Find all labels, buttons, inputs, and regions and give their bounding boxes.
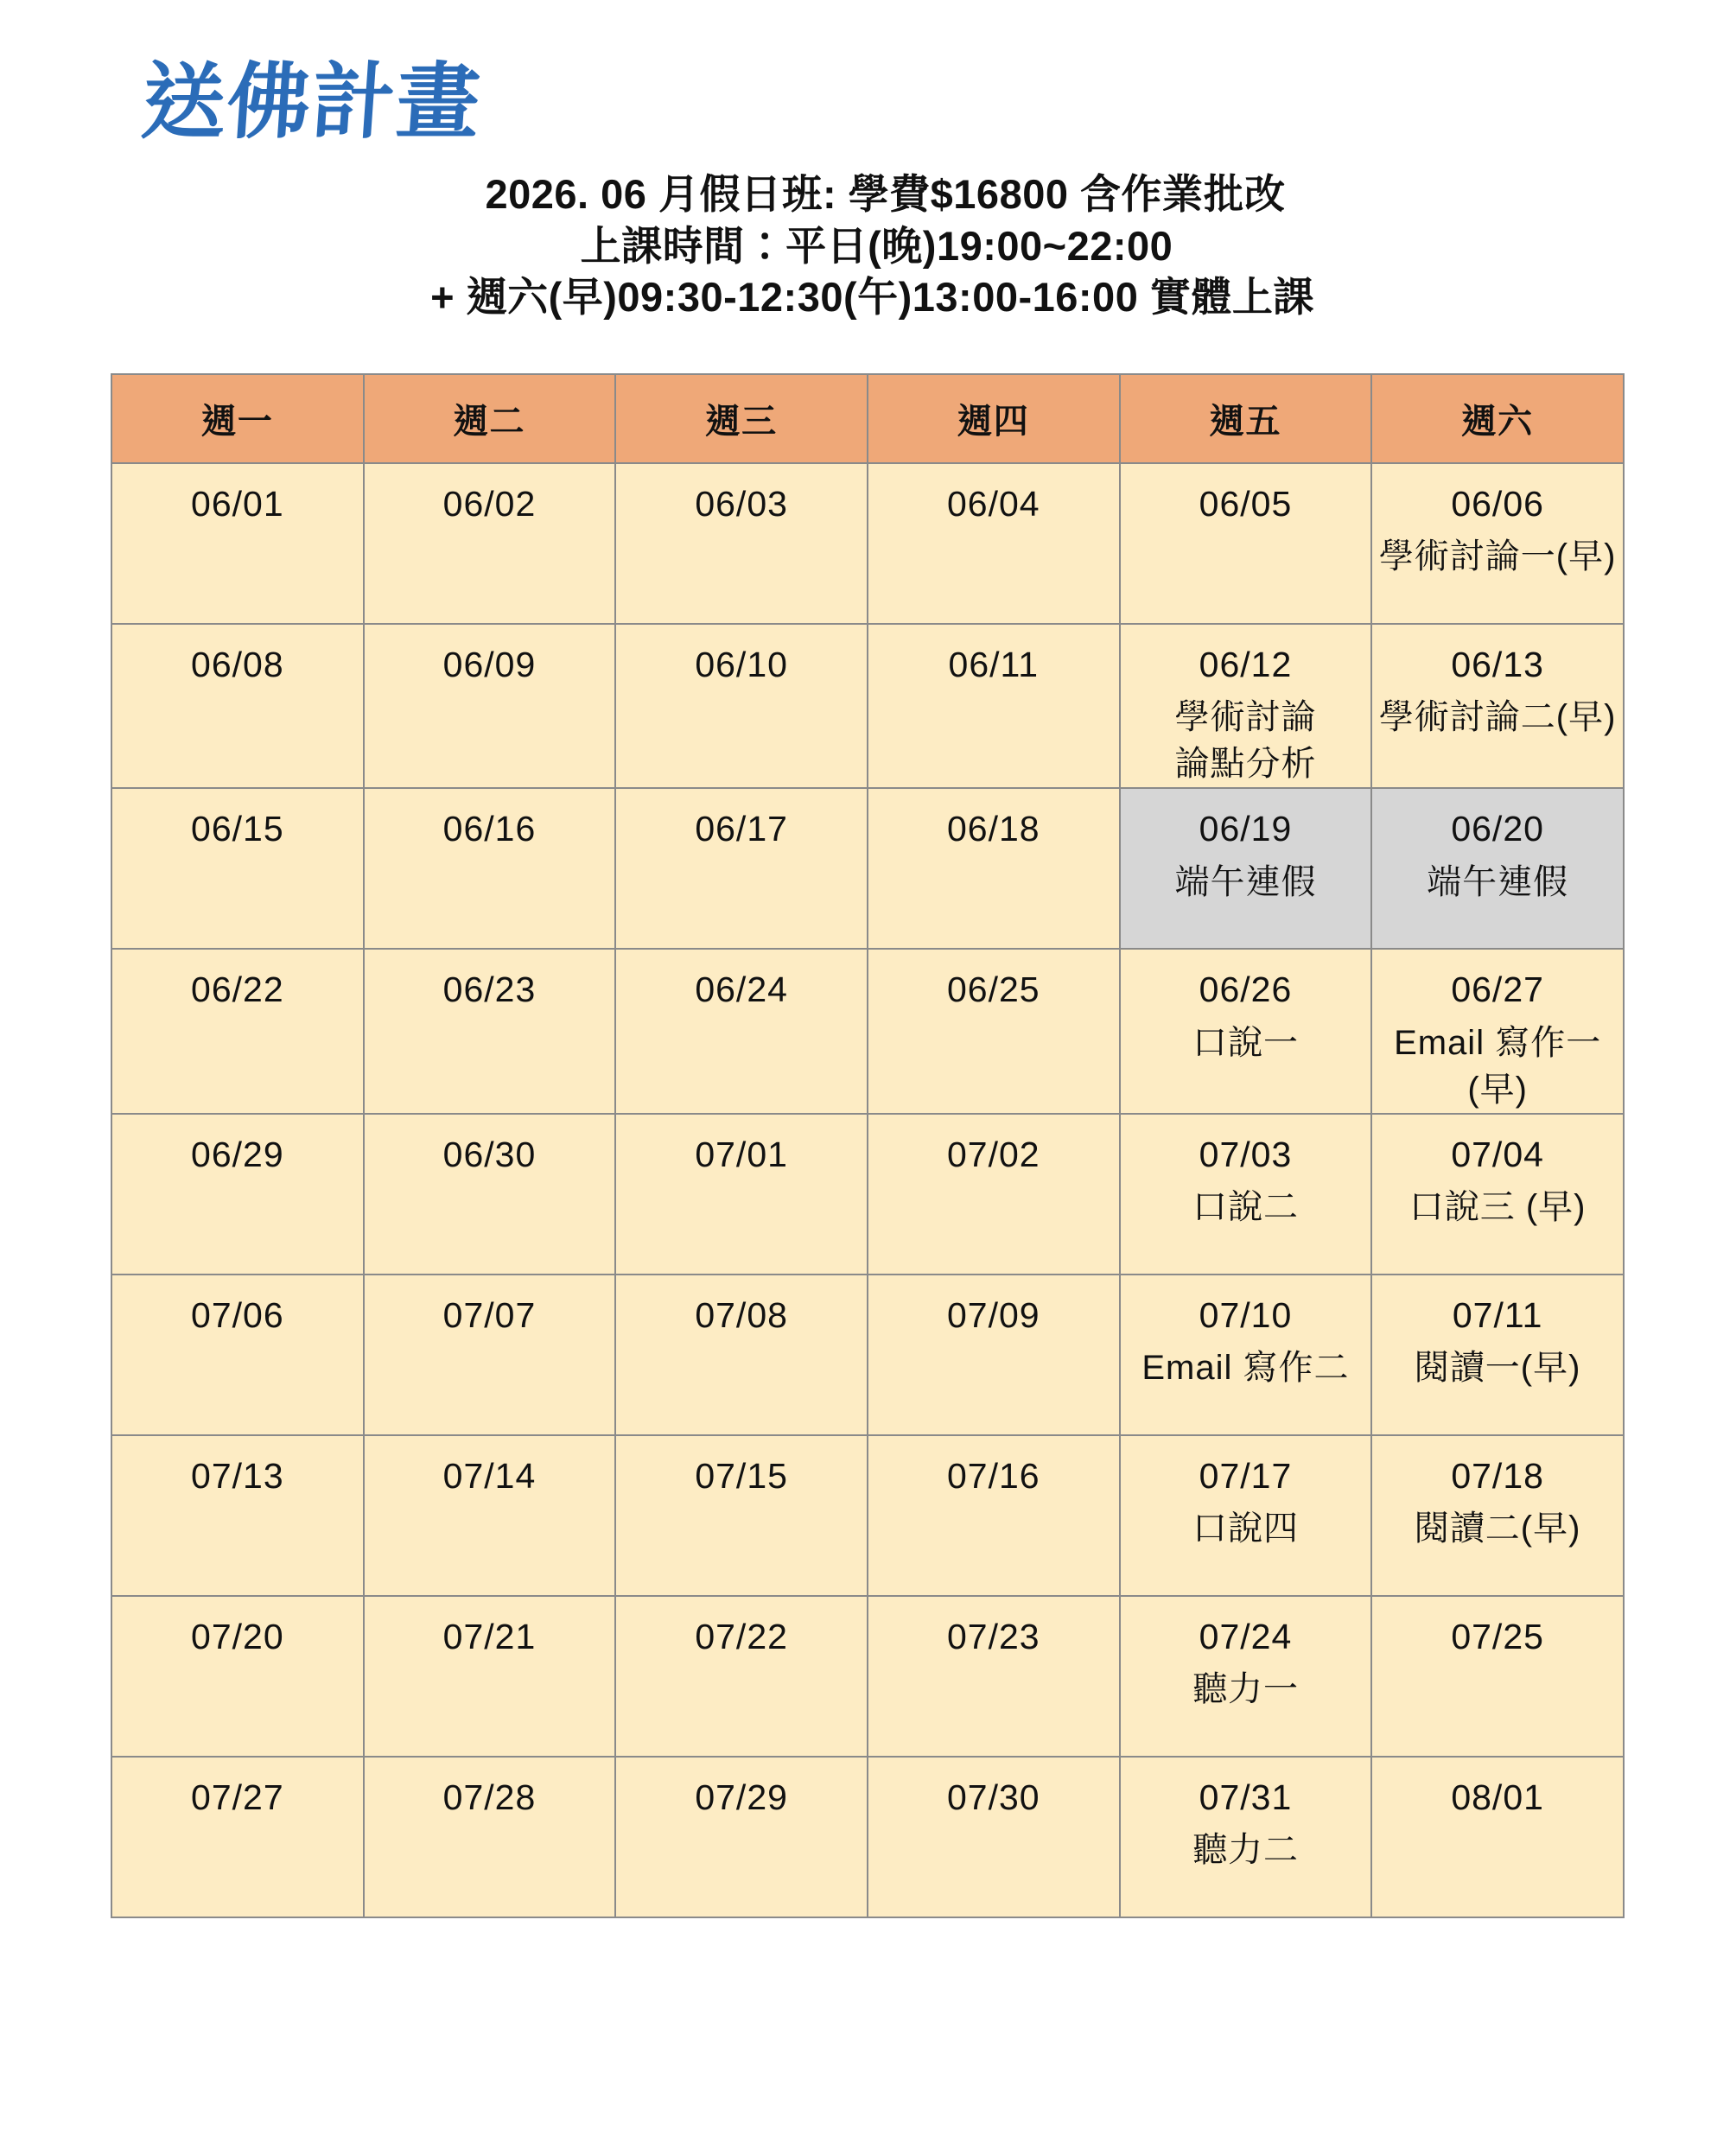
cell-date: 07/22 xyxy=(695,1616,788,1656)
cell-note-line: 論點分析 xyxy=(1174,745,1317,784)
cell-date: 07/28 xyxy=(442,1777,537,1817)
cell-date: 07/27 xyxy=(191,1777,284,1817)
cell-note-line: 端午連假 xyxy=(1427,862,1569,901)
calendar-cell xyxy=(1120,624,1372,788)
cell-date: 07/16 xyxy=(946,1455,1040,1496)
cell-note xyxy=(1377,694,1618,741)
schedule-table xyxy=(111,373,1625,1918)
cell-date: 07/31 xyxy=(1199,1777,1293,1817)
cell-date: 07/13 xyxy=(191,1455,284,1496)
cell-date: 07/01 xyxy=(695,1134,788,1174)
calendar-cell xyxy=(1371,1757,1624,1917)
calendar-cell xyxy=(615,1596,868,1757)
calendar-cell xyxy=(111,1596,364,1757)
cell-date: 08/01 xyxy=(1451,1777,1544,1817)
cell-note xyxy=(1377,1184,1618,1230)
cell-note-line: 口說一 xyxy=(1192,1023,1299,1062)
cell-note xyxy=(1126,1344,1366,1391)
calendar-cell xyxy=(364,1275,616,1435)
calendar-cell xyxy=(1371,949,1624,1113)
cell-date: 07/14 xyxy=(442,1455,537,1496)
calendar-cell xyxy=(868,949,1120,1113)
calendar-cell xyxy=(868,788,1120,949)
cell-date: 06/27 xyxy=(1451,969,1544,1010)
cell-date: 06/12 xyxy=(1199,645,1293,684)
table-row xyxy=(111,1114,1624,1275)
cell-date: 07/23 xyxy=(946,1616,1040,1656)
cell-note-line: 口說三 (早) xyxy=(1409,1188,1587,1227)
table-row xyxy=(111,624,1624,788)
cell-note-line: Email 寫作一(早) xyxy=(1394,1023,1602,1109)
cell-note xyxy=(1377,1505,1618,1552)
calendar-cell xyxy=(615,949,868,1113)
cell-note-line: 學術討論二(早) xyxy=(1378,698,1617,737)
cell-date: 06/30 xyxy=(442,1134,537,1174)
calendar-cell xyxy=(1120,1596,1372,1757)
calendar-cell xyxy=(111,1757,364,1917)
calendar-cell xyxy=(111,788,364,949)
cell-note-line: 學術討論一(早) xyxy=(1378,537,1617,576)
cell-date: 07/11 xyxy=(1452,1294,1543,1335)
table-row xyxy=(111,1757,1624,1917)
brand-logo-text: 送佛計畫 xyxy=(139,54,485,150)
table-row xyxy=(111,1596,1624,1757)
cell-date: 07/03 xyxy=(1199,1134,1293,1174)
cell-date: 07/02 xyxy=(946,1134,1040,1174)
cell-note xyxy=(1377,859,1618,906)
calendar-cell xyxy=(868,624,1120,788)
cell-date: 06/29 xyxy=(191,1134,284,1174)
calendar-cell xyxy=(364,949,616,1113)
cell-date: 07/08 xyxy=(695,1294,788,1335)
calendar-cell xyxy=(1371,463,1624,624)
cell-note xyxy=(1126,1184,1366,1230)
cell-note xyxy=(1377,1344,1618,1391)
cell-note xyxy=(1126,1827,1366,1873)
calendar-cell xyxy=(615,463,868,624)
cell-date: 07/06 xyxy=(191,1294,284,1335)
calendar-cell xyxy=(364,1435,616,1596)
cell-date: 06/22 xyxy=(191,969,284,1010)
calendar-cell xyxy=(1120,1114,1372,1275)
calendar-cell xyxy=(1371,788,1624,949)
calendar-cell xyxy=(868,1275,1120,1435)
cell-date: 06/11 xyxy=(948,645,1040,684)
table-header-row xyxy=(111,374,1624,463)
calendar-cell xyxy=(1120,1757,1372,1917)
table-header xyxy=(111,374,1624,463)
cell-date: 06/02 xyxy=(442,484,537,524)
cell-date: 06/19 xyxy=(1199,809,1293,849)
cell-date: 06/13 xyxy=(1451,645,1544,684)
calendar-cell xyxy=(868,463,1120,624)
weekday-header: 週五 xyxy=(1120,374,1372,463)
cell-note-line: 閱讀二(早) xyxy=(1414,1510,1581,1548)
table-row xyxy=(111,788,1624,949)
cell-date: 06/15 xyxy=(191,809,284,849)
cell-date: 06/03 xyxy=(695,484,788,524)
cell-date: 07/18 xyxy=(1451,1455,1544,1496)
cell-date: 07/09 xyxy=(946,1294,1040,1335)
brand-logo xyxy=(139,54,575,160)
calendar-cell xyxy=(111,949,364,1113)
calendar-cell xyxy=(111,1114,364,1275)
cell-date: 07/17 xyxy=(1199,1455,1293,1496)
cell-date: 06/04 xyxy=(946,484,1040,524)
cell-date: 06/17 xyxy=(695,809,788,849)
cell-date: 06/09 xyxy=(442,645,537,684)
weekday-header: 週一 xyxy=(111,374,364,463)
weekday-header: 週四 xyxy=(868,374,1120,463)
calendar-cell xyxy=(364,788,616,949)
cell-note-line: 聽力一 xyxy=(1192,1670,1299,1709)
calendar-cell xyxy=(364,624,616,788)
calendar-cell xyxy=(111,1275,364,1435)
calendar-cell xyxy=(1371,1275,1624,1435)
cell-date: 07/21 xyxy=(442,1616,537,1656)
calendar-cell xyxy=(1371,1435,1624,1596)
calendar-cell xyxy=(615,788,868,949)
calendar-cell xyxy=(1120,949,1372,1113)
weekday-header: 週六 xyxy=(1371,374,1624,463)
calendar-cell xyxy=(364,463,616,624)
cell-date: 06/23 xyxy=(442,969,537,1010)
calendar-container xyxy=(111,373,1625,1918)
cell-date: 06/16 xyxy=(442,809,537,849)
cell-date: 06/05 xyxy=(1199,484,1293,524)
cell-date: 06/25 xyxy=(946,969,1040,1010)
calendar-cell xyxy=(364,1757,616,1917)
weekday-header: 週三 xyxy=(615,374,868,463)
cell-note xyxy=(1126,694,1366,787)
calendar-cell xyxy=(364,1596,616,1757)
cell-date: 07/29 xyxy=(695,1777,788,1817)
calendar-cell xyxy=(868,1596,1120,1757)
course-saturday-time-line: + 週六(早)09:30-12:30(午)13:00-16:00 實體上課 xyxy=(430,274,1314,321)
cell-date: 06/10 xyxy=(695,645,788,684)
calendar-cell xyxy=(615,1114,868,1275)
course-weekday-time-line: 上課時間：平日(晚)19:00~22:00 xyxy=(580,222,1173,269)
cell-note-line: 學術討論 xyxy=(1174,698,1317,737)
cell-date: 06/01 xyxy=(191,484,284,524)
cell-date: 07/20 xyxy=(191,1616,284,1656)
calendar-cell xyxy=(1120,1435,1372,1596)
calendar-cell xyxy=(868,1757,1120,1917)
cell-note-line: 閱讀一(早) xyxy=(1414,1349,1581,1388)
cell-note xyxy=(1377,533,1618,580)
cell-date: 06/08 xyxy=(191,645,284,684)
cell-date: 07/24 xyxy=(1199,1616,1293,1656)
table-row xyxy=(111,1435,1624,1596)
calendar-cell xyxy=(1371,1596,1624,1757)
cell-note xyxy=(1126,859,1366,906)
table-body xyxy=(111,463,1624,1917)
cell-note-line: 端午連假 xyxy=(1174,862,1317,901)
cell-note xyxy=(1126,1020,1366,1066)
cell-date: 07/25 xyxy=(1451,1616,1544,1656)
calendar-cell xyxy=(1120,463,1372,624)
calendar-cell xyxy=(111,624,364,788)
calendar-cell xyxy=(1120,1275,1372,1435)
cell-date: 07/15 xyxy=(695,1455,788,1496)
cell-date: 06/26 xyxy=(1199,969,1293,1010)
cell-date: 07/30 xyxy=(946,1777,1040,1817)
cell-date: 07/07 xyxy=(442,1294,537,1335)
cell-date: 07/10 xyxy=(1199,1294,1293,1335)
cell-note-line: 口說四 xyxy=(1192,1510,1299,1548)
cell-date: 06/06 xyxy=(1451,484,1544,524)
calendar-cell xyxy=(364,1114,616,1275)
calendar-cell xyxy=(615,1757,868,1917)
calendar-cell xyxy=(1371,1114,1624,1275)
cell-note-line: 聽力二 xyxy=(1192,1831,1299,1870)
calendar-cell xyxy=(111,463,364,624)
cell-note xyxy=(1377,1020,1618,1113)
table-row xyxy=(111,949,1624,1113)
calendar-cell xyxy=(615,624,868,788)
calendar-cell xyxy=(868,1114,1120,1275)
course-tuition-line: 2026. 06 月假日班: 學費$16800 含作業批改 xyxy=(485,171,1286,217)
cell-date: 06/20 xyxy=(1451,809,1544,849)
cell-date: 07/04 xyxy=(1451,1134,1544,1174)
calendar-cell xyxy=(868,1435,1120,1596)
cell-note-line: 口說二 xyxy=(1192,1188,1299,1227)
calendar-cell xyxy=(1120,788,1372,949)
cell-date: 06/18 xyxy=(946,809,1040,849)
calendar-cell xyxy=(615,1435,868,1596)
cell-note xyxy=(1126,1505,1366,1552)
calendar-cell xyxy=(111,1435,364,1596)
cell-note xyxy=(1126,1666,1366,1713)
table-row xyxy=(111,463,1624,624)
calendar-cell xyxy=(1371,624,1624,788)
course-header xyxy=(0,168,1736,323)
weekday-header: 週二 xyxy=(364,374,616,463)
cell-note-line: Email 寫作二 xyxy=(1141,1349,1350,1388)
cell-date: 06/24 xyxy=(695,969,788,1010)
table-row xyxy=(111,1275,1624,1435)
calendar-cell xyxy=(615,1275,868,1435)
